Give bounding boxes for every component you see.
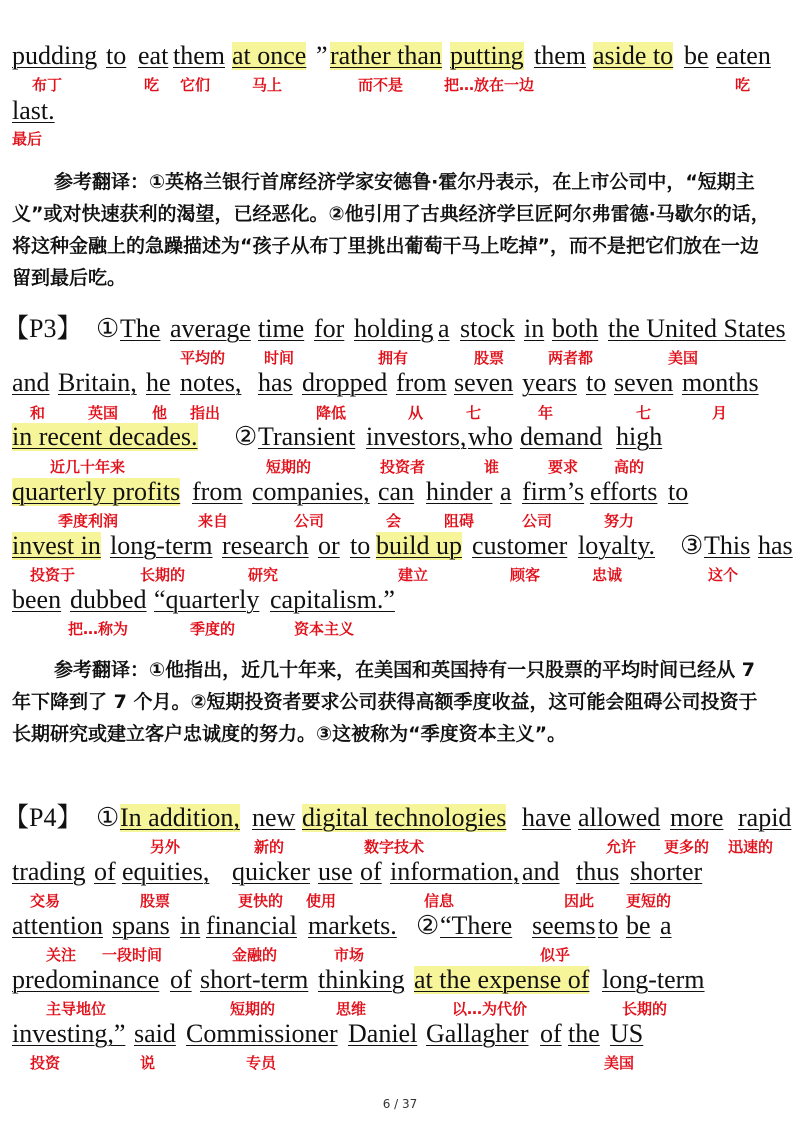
word: US xyxy=(610,1019,644,1048)
word: spans xyxy=(112,911,170,940)
word: Gallagher xyxy=(426,1019,529,1048)
word: customer xyxy=(472,531,568,560)
word: thus xyxy=(576,857,620,886)
word: research xyxy=(222,531,309,560)
paragraph-marker-p3: 【P3】 xyxy=(3,314,83,343)
gloss: 来自 xyxy=(198,512,229,530)
word: of xyxy=(94,857,116,886)
word: attention xyxy=(12,911,103,940)
word: investors, xyxy=(366,422,467,451)
word: be xyxy=(626,911,651,940)
word: markets. xyxy=(308,911,397,940)
word: financial xyxy=(206,911,297,940)
gloss: 数字技术 xyxy=(364,838,425,856)
gloss: 投资者 xyxy=(380,458,426,476)
word: been xyxy=(12,585,62,614)
gloss: 美国 xyxy=(604,1054,635,1072)
gloss: 平均的 xyxy=(180,349,226,367)
word: stock xyxy=(460,314,515,343)
word: them xyxy=(173,41,225,70)
word: seven xyxy=(614,368,674,397)
gloss: 季度的 xyxy=(190,620,236,638)
word: predominance xyxy=(12,965,160,994)
word: and xyxy=(522,857,560,886)
gloss: 短期的 xyxy=(266,458,312,476)
gloss: 这个 xyxy=(708,566,739,584)
word: long-term xyxy=(110,531,213,560)
word: efforts xyxy=(590,477,658,506)
gloss: 吃 xyxy=(144,76,160,94)
gloss: 市场 xyxy=(334,946,365,964)
word: both xyxy=(552,314,599,343)
word: from xyxy=(396,368,447,397)
word: short-term xyxy=(200,965,309,994)
word: seven xyxy=(454,368,514,397)
word: Commissioner xyxy=(186,1019,338,1048)
sentence-number: ① xyxy=(96,803,120,832)
gloss: 近几十年来 xyxy=(50,458,126,476)
word: pudding xyxy=(12,41,98,70)
word: a xyxy=(660,911,672,940)
highlighted-phrase: In addition, xyxy=(120,803,240,832)
word: high xyxy=(616,422,663,451)
gloss: 更多的 xyxy=(664,838,710,856)
word: have xyxy=(522,803,572,832)
gloss: 拥有 xyxy=(378,349,409,367)
word: Daniel xyxy=(348,1019,418,1048)
gloss: 会 xyxy=(386,512,402,530)
word: years xyxy=(522,368,577,397)
gloss: 因此 xyxy=(564,892,595,910)
gloss: 谁 xyxy=(484,458,500,476)
highlighted-phrase: digital technologies xyxy=(302,803,507,832)
gloss: 主导地位 xyxy=(46,1000,107,1018)
gloss: 股票 xyxy=(140,892,171,910)
gloss: 股票 xyxy=(474,349,505,367)
word: be xyxy=(684,41,709,70)
paragraph-marker-p4: 【P4】 xyxy=(3,803,83,832)
word: can xyxy=(378,477,415,506)
word: average xyxy=(170,314,251,343)
highlighted-phrase: in recent decades. xyxy=(12,422,198,451)
word: information, xyxy=(390,857,520,886)
translation-text: ①英格兰银行首席经济学家安德鲁·霍尔丹表示，在上市公司中，“短期主义”或对快速获利的渴望，已经恶化。②他引用了古典经济学巨匠阿尔弗雷德·马歇尔的话，将这种金融上的急躁描述为“孩子从布丁里挑出葡萄干马上吃掉”，而不是把它们放在一边留到最后吃。 xyxy=(12,171,770,289)
word: This xyxy=(704,531,751,560)
word: eaten xyxy=(716,41,771,70)
gloss: 金融的 xyxy=(232,946,278,964)
highlighted-phrase: aside to xyxy=(593,41,674,70)
gloss: 公司 xyxy=(294,512,325,530)
word: to xyxy=(668,477,689,506)
gloss: 似乎 xyxy=(540,946,571,964)
quote-mark: ” xyxy=(316,41,328,70)
gloss: 短期的 xyxy=(230,1000,276,1018)
word: the United States xyxy=(608,314,786,343)
word: to xyxy=(350,531,371,560)
gloss: 年 xyxy=(538,404,554,422)
gloss: 要求 xyxy=(548,458,579,476)
word: of xyxy=(360,857,382,886)
word: the xyxy=(568,1019,600,1048)
gloss: 投资 xyxy=(30,1054,61,1072)
word: to xyxy=(598,911,619,940)
gloss: 季度利润 xyxy=(58,512,119,530)
gloss: 更快的 xyxy=(238,892,284,910)
gloss: 信息 xyxy=(424,892,455,910)
gloss: 更短的 xyxy=(626,892,672,910)
sentence-number: ② xyxy=(416,911,440,940)
gloss: 把…称为 xyxy=(68,620,129,638)
gloss: 长期的 xyxy=(140,566,186,584)
sentence-number: ② xyxy=(234,422,258,451)
gloss: 阻碍 xyxy=(444,512,475,530)
word: notes, xyxy=(180,368,242,397)
gloss: 他 xyxy=(152,404,168,422)
word: shorter xyxy=(630,857,703,886)
word: holding xyxy=(354,314,434,343)
gloss: 资本主义 xyxy=(294,620,355,638)
gloss: 迅速的 xyxy=(728,838,774,856)
word: said xyxy=(134,1019,176,1048)
translation-label: 参考翻译： xyxy=(54,659,150,681)
word: trading xyxy=(12,857,86,886)
gloss: 马上 xyxy=(252,76,283,94)
gloss: 而不是 xyxy=(358,76,404,94)
gloss: 从 xyxy=(408,404,424,422)
gloss: 降低 xyxy=(316,404,347,422)
word: investing,” xyxy=(12,1019,126,1048)
gloss: 投资于 xyxy=(30,566,76,584)
word: has xyxy=(758,531,793,560)
translation-text: ①他指出，近几十年来，在美国和英国持有一只股票的平均时间已经从 7 年下降到了 7 个月。②短期投资者要求公司获得高额季度收益，这可能会阻碍公司投资于长期研究或建立客户忠诚度的努力。③这被称为“季度资本主义”。 xyxy=(12,659,758,745)
highlighted-phrase: putting xyxy=(450,41,524,70)
word: has xyxy=(258,368,293,397)
gloss: 以…为代价 xyxy=(452,1000,528,1018)
word: or xyxy=(318,531,340,560)
translation-label: 参考翻译： xyxy=(54,171,150,193)
gloss: 和 xyxy=(30,404,46,422)
word: Transient xyxy=(258,422,356,451)
gloss: 一段时间 xyxy=(102,946,163,964)
gloss: 月 xyxy=(712,404,728,422)
word: he xyxy=(146,368,171,397)
word: “quarterly xyxy=(154,585,260,614)
word: quicker xyxy=(232,857,310,886)
gloss: 使用 xyxy=(306,892,337,910)
word: thinking xyxy=(318,965,405,994)
word: capitalism.” xyxy=(270,585,395,614)
gloss: 英国 xyxy=(88,404,119,422)
highlighted-phrase: quarterly profits xyxy=(12,477,181,506)
word: in xyxy=(180,911,201,940)
word: of xyxy=(540,1019,562,1048)
word: a xyxy=(438,314,450,343)
page-number: 6 / 37 xyxy=(382,1097,418,1111)
gloss: 交易 xyxy=(30,892,61,910)
gloss: 允许 xyxy=(606,838,637,856)
highlighted-phrase: invest in xyxy=(12,531,101,560)
sentence-number: ③ xyxy=(680,531,704,560)
gloss: 努力 xyxy=(604,512,635,530)
gloss: 时间 xyxy=(264,349,295,367)
gloss: 最后 xyxy=(12,130,43,148)
highlighted-phrase: at the expense of xyxy=(414,965,590,994)
gloss: 七 xyxy=(466,404,482,422)
word: more xyxy=(670,803,724,832)
word: eat xyxy=(138,41,169,70)
highlighted-phrase: build up xyxy=(376,531,462,560)
highlighted-phrase: at once xyxy=(232,41,307,70)
reference-translation-p2 xyxy=(12,166,772,294)
word: loyalty. xyxy=(578,531,656,560)
word: use xyxy=(318,857,353,886)
word: in xyxy=(524,314,545,343)
word: firm’s xyxy=(522,477,585,506)
gloss: 美国 xyxy=(668,349,699,367)
word: “There xyxy=(440,911,513,940)
word: and xyxy=(12,368,50,397)
gloss: 研究 xyxy=(248,566,279,584)
word: equities, xyxy=(122,857,210,886)
word: of xyxy=(170,965,192,994)
gloss: 两者都 xyxy=(548,349,594,367)
gloss: 关注 xyxy=(46,946,77,964)
sentence-number: ① xyxy=(96,314,120,343)
gloss: 布丁 xyxy=(32,76,63,94)
gloss: 把…放在一边 xyxy=(444,76,535,94)
highlighted-phrase: rather than xyxy=(330,41,442,70)
word: last. xyxy=(12,96,55,125)
word: time xyxy=(258,314,305,343)
word: allowed xyxy=(578,803,661,832)
gloss: 忠诚 xyxy=(592,566,623,584)
gloss: 建立 xyxy=(398,566,429,584)
gloss: 七 xyxy=(636,404,652,422)
word: for xyxy=(314,314,345,343)
gloss: 高的 xyxy=(614,458,645,476)
word: demand xyxy=(520,422,603,451)
gloss: 它们 xyxy=(180,76,211,94)
word: new xyxy=(252,803,296,832)
gloss: 专员 xyxy=(246,1054,277,1072)
gloss: 顾客 xyxy=(510,566,541,584)
word: seems xyxy=(532,911,596,940)
word: months xyxy=(682,368,759,397)
word: to xyxy=(106,41,127,70)
word: hinder xyxy=(426,477,493,506)
word: a xyxy=(500,477,512,506)
word: long-term xyxy=(602,965,705,994)
word: companies, xyxy=(252,477,370,506)
gloss: 吃 xyxy=(735,76,751,94)
word: them xyxy=(534,41,586,70)
word: dropped xyxy=(302,368,388,397)
gloss: 公司 xyxy=(522,512,553,530)
gloss: 指出 xyxy=(190,404,221,422)
word: dubbed xyxy=(70,585,147,614)
gloss: 新的 xyxy=(254,838,285,856)
reference-translation-p3 xyxy=(12,654,772,750)
gloss: 另外 xyxy=(150,838,181,856)
word: to xyxy=(586,368,607,397)
word: from xyxy=(192,477,243,506)
word: Britain, xyxy=(58,368,137,397)
gloss: 说 xyxy=(140,1054,156,1072)
word: The xyxy=(120,314,161,343)
word: rapid xyxy=(738,803,792,832)
word: who xyxy=(468,422,513,451)
gloss: 长期的 xyxy=(622,1000,668,1018)
gloss: 思维 xyxy=(336,1000,367,1018)
